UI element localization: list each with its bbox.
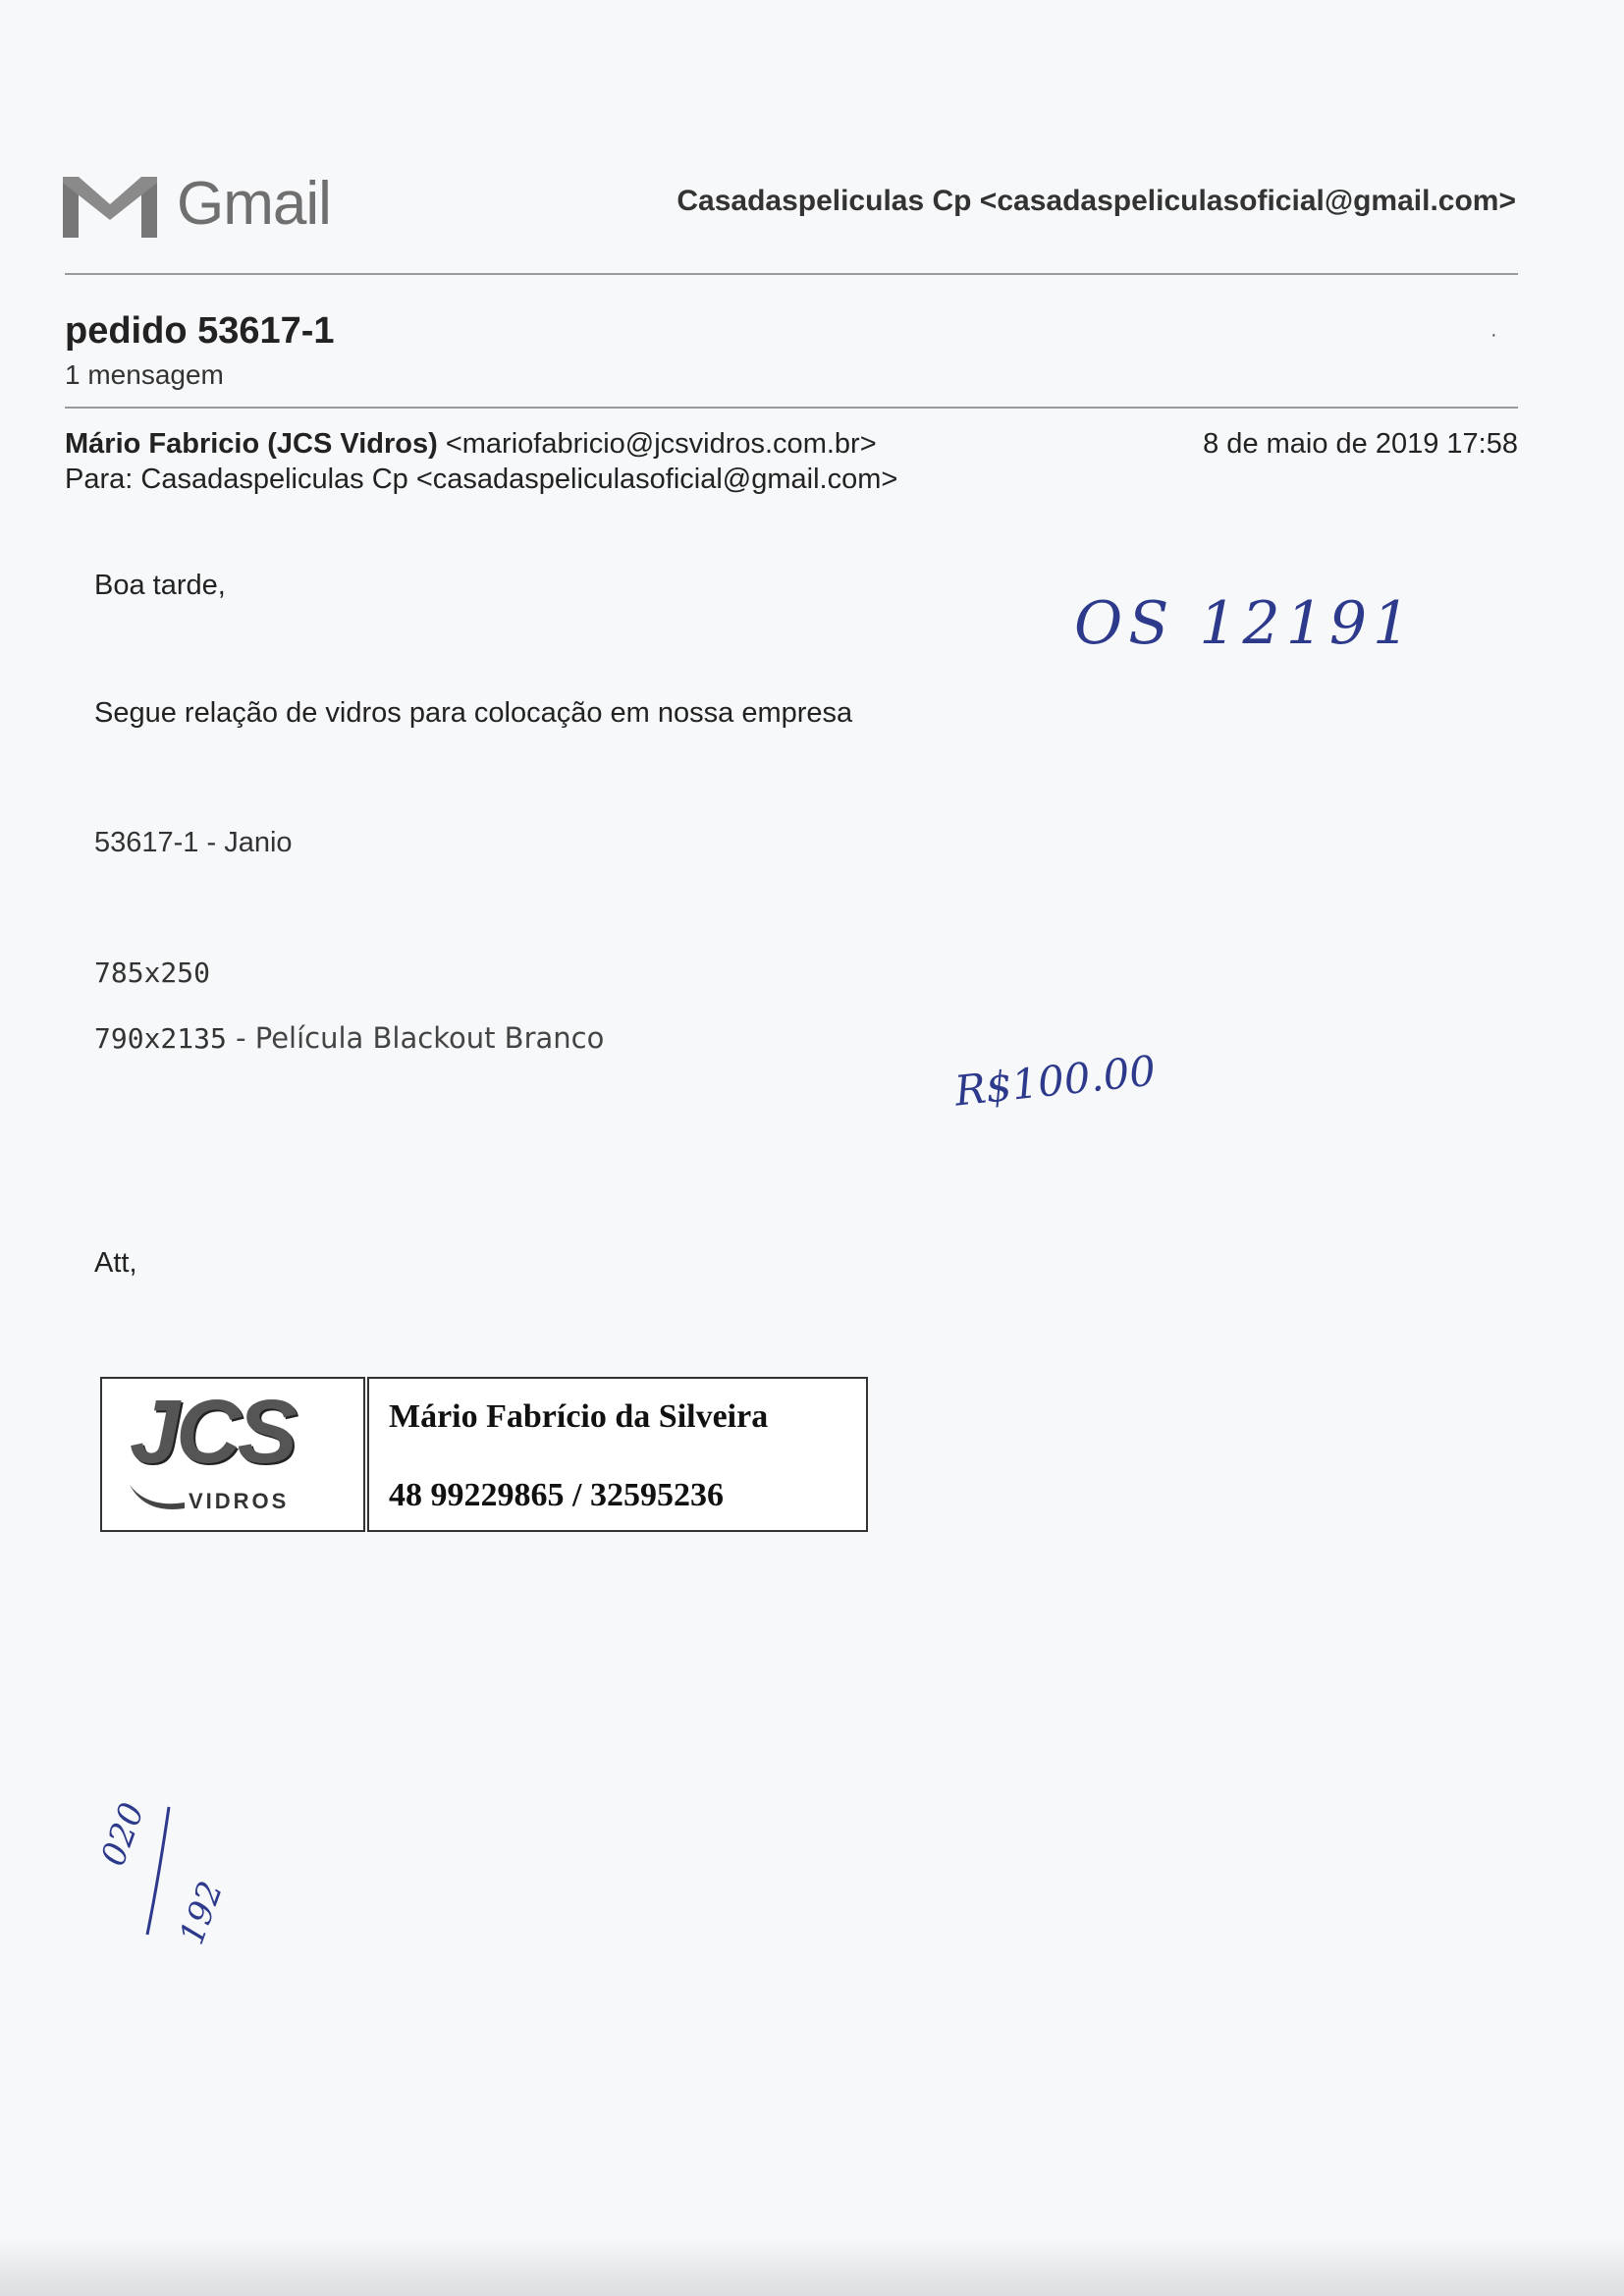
item-2-desc: - Película Blackout Branco [226, 1021, 605, 1055]
sender-email: <mariofabricio@jcsvidros.com.br> [445, 428, 877, 460]
vidros-logo-text: VIDROS [189, 1489, 290, 1513]
jcs-logo-text: JCS [130, 1382, 294, 1482]
item-1: 785x250 [94, 957, 211, 989]
closing: Att, [94, 1247, 137, 1279]
page-fraction-top: 020 [93, 1797, 153, 1872]
header-divider [65, 273, 1518, 275]
signature-name: Mário Fabrício da Silveira [389, 1398, 769, 1435]
account-label: Casadaspeliculas Cp <casadaspeliculasoficial@gmail.com> [677, 185, 1516, 217]
sender-name: Mário Fabricio (JCS Vidros) [65, 428, 438, 460]
gmail-logo [63, 165, 357, 244]
signature-phones: 48 99229865 / 32595236 [389, 1477, 724, 1513]
handwritten-page-fraction [90, 1787, 277, 1964]
item-2-size: 790x2135 [94, 1022, 227, 1055]
order-line: 53617-1 - Janio [94, 827, 293, 858]
message-count: 1 mensagem [65, 359, 224, 390]
subject-divider [65, 407, 1518, 409]
item-2 [94, 1021, 604, 1056]
intro-line: Segue relação de vidros para colocação em nossa empresa [94, 697, 853, 729]
scan-speck: · [1490, 324, 1497, 346]
greeting: Boa tarde, [94, 570, 226, 601]
handwritten-price: R$100.00 [952, 1046, 1159, 1116]
email-signature [100, 1377, 866, 1532]
signature-info [367, 1377, 868, 1532]
scan-edge-shadow [0, 2237, 1624, 2296]
gmail-m-icon [63, 169, 157, 240]
recipient-line: Para: Casadaspeliculas Cp <casadaspeliculasoficial@gmail.com> [65, 464, 898, 495]
swoosh-icon [128, 1481, 187, 1510]
gmail-wordmark: Gmail [177, 170, 331, 238]
message-date: 8 de maio de 2019 17:58 [1203, 428, 1518, 460]
sender-line [65, 428, 877, 461]
thread-subject: pedido 53617-1 [65, 310, 335, 352]
page-fraction-bottom: 192 [172, 1876, 232, 1950]
handwritten-os-number: OS 12191 [1074, 589, 1417, 658]
jcs-vidros-logo [100, 1377, 365, 1532]
